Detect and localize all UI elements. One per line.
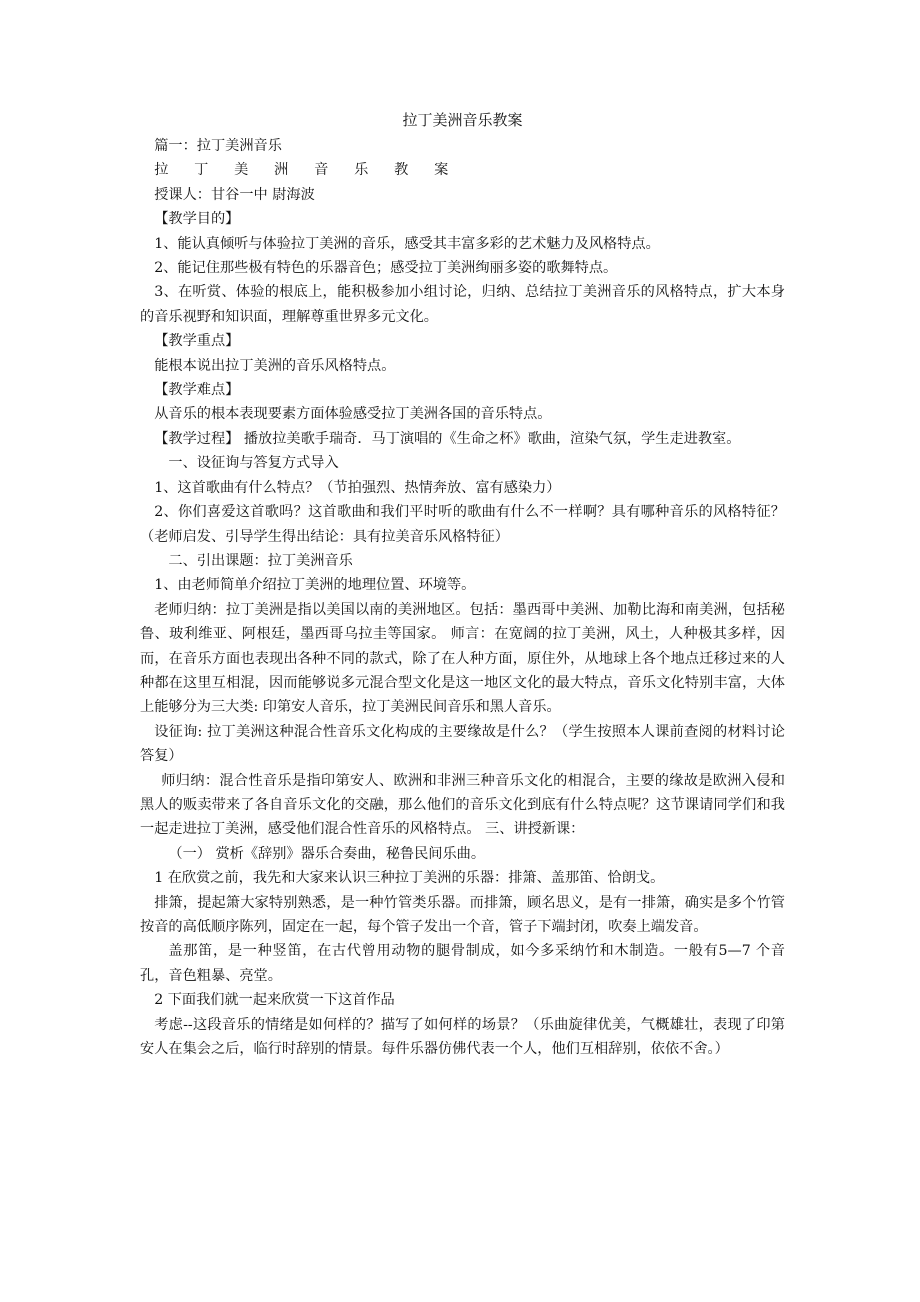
objective-item: 2、能记住那些极有特色的乐器音色；感受拉丁美洲绚丽多姿的歌舞特点。 <box>154 260 618 277</box>
body-paragraph: 老师归纳：拉丁美洲是指以美国以南的美洲地区。包括：墨西哥中美洲、加勒比海和南美洲，包括秘鲁、玻利维亚、阿根廷，墨西哥乌拉圭等国家。 师言：在宽阔的拉丁美洲，风土，人种极其多样，因而，在音乐方面也表现出各种不同的款式，除了在人种方面，原住外，从地球上各个地点迁移过来的人种都在这里互相混，因而能够说多元混合型文化是这一地区文化的最大特点，音乐文化特别丰富，大体上能够分为三大类: 印第安人音乐，拉丁美洲民间音乐和黑人音乐。 <box>140 601 785 716</box>
document-title: 拉丁美洲音乐教案 <box>402 111 523 129</box>
body-paragraph: 1、由老师简单介绍拉丁美洲的地理位置、环境等。 <box>154 577 476 594</box>
process-paragraph: 【教学过程】 播放拉美歌手瑞奇．马丁演唱的《生命之杯》歌曲，渲染气氛，学生走进教室。 <box>154 430 741 447</box>
body-paragraph: 排箫，提起箫大家特别熟悉，是一种竹管类乐器。而排箫，顾名思义，是有一排箫，确实是多个竹管按音的高低顺序陈列，固定在一起，每个管子发出一个音，管子下端封闭，吹奏上端发音。 <box>140 894 785 935</box>
chapter-heading: 篇一：拉丁美洲音乐 <box>154 138 282 154</box>
body-paragraph: 能根本说出拉丁美洲的音乐风格特点。 <box>154 357 396 374</box>
body-paragraph: 盖那笛，是一种竖笛，在古代曾用动物的腿骨制成，如今多采纳竹和木制造。一般有5—7 个音孔，音色粗暴、亮堂。 <box>140 943 785 984</box>
document-page <box>140 110 785 1061</box>
body-paragraph: 师归纳：混合性音乐是指印第安人、欧洲和非洲三种音乐文化的相混合，主要的缘故是欧洲入侵和黑人的贩卖带来了各自音乐文化的交融，那么他们的音乐文化到底有什么特点呢？这节课请同学们和我一起走进拉丁美洲，感受他们混合性音乐的风格特点。 三、讲授新课： <box>140 772 785 838</box>
section-heading-key-points: 【教学重点】 <box>154 333 240 350</box>
teacher-line: 授课人：甘谷一中 尉海波 <box>154 186 315 203</box>
body-paragraph: 1 在欣赏之前，我先和大家来认识三种拉丁美洲的乐器：排箫、盖那笛、恰朗戈。 <box>154 870 665 887</box>
body-paragraph: 设征询: 拉丁美洲这种混合性音乐文化构成的主要缘故是什么？（学生按照本人课前查阅的材料讨论答复） <box>140 723 785 765</box>
section-heading-objectives: 【教学目的】 <box>154 211 240 228</box>
subsection-heading: 一、设征询与答复方式导入 <box>168 455 339 472</box>
body-paragraph: 从音乐的根本表现要素方面体验感受拉丁美洲各国的音乐特点。 <box>154 406 552 423</box>
objective-item: 3、在听赏、体验的根底上，能积极参加小组讨论，归纳、总结拉丁美洲音乐的风格特点，扩大本身的音乐视野和知识面，理解尊重世界多元文化。 <box>140 284 785 325</box>
body-paragraph: 考虑--这段音乐的情绪是如何样的？描写了如何样的场景？（乐曲旋律优美，气概雄壮，表现了印第安人在集会之后，临行时辞别的情景。每件乐器仿佛代表一个人，他们互相辞别，依依不舍。） <box>140 1016 785 1058</box>
lesson-plan-heading: 拉 丁 美 洲 音 乐 教 案 <box>154 162 460 179</box>
section-heading-difficulties: 【教学难点】 <box>154 382 240 399</box>
body-paragraph: 2 下面我们就一起来欣赏一下这首作品 <box>154 992 395 1009</box>
question-item: 1、这首歌曲有什么特点？（节拍强烈、热情奔放、富有感染力） <box>154 479 561 496</box>
objective-item: 1、能认真倾听与体验拉丁美洲的音乐，感受其丰富多彩的艺术魅力及风格特点。 <box>154 235 660 252</box>
question-item: 2、你们喜爱这首歌吗？这首歌曲和我们平时听的歌曲有什么不一样啊？具有哪种音乐的风格特征？（老师启发、引导学生得出结论：具有拉美音乐风格特征） <box>140 504 785 545</box>
subsection-heading: （一） 赏析《辞别》器乐合奏曲，秘鲁民间乐曲。 <box>168 845 486 862</box>
subsection-heading: 二、引出课题：拉丁美洲音乐 <box>168 552 353 569</box>
